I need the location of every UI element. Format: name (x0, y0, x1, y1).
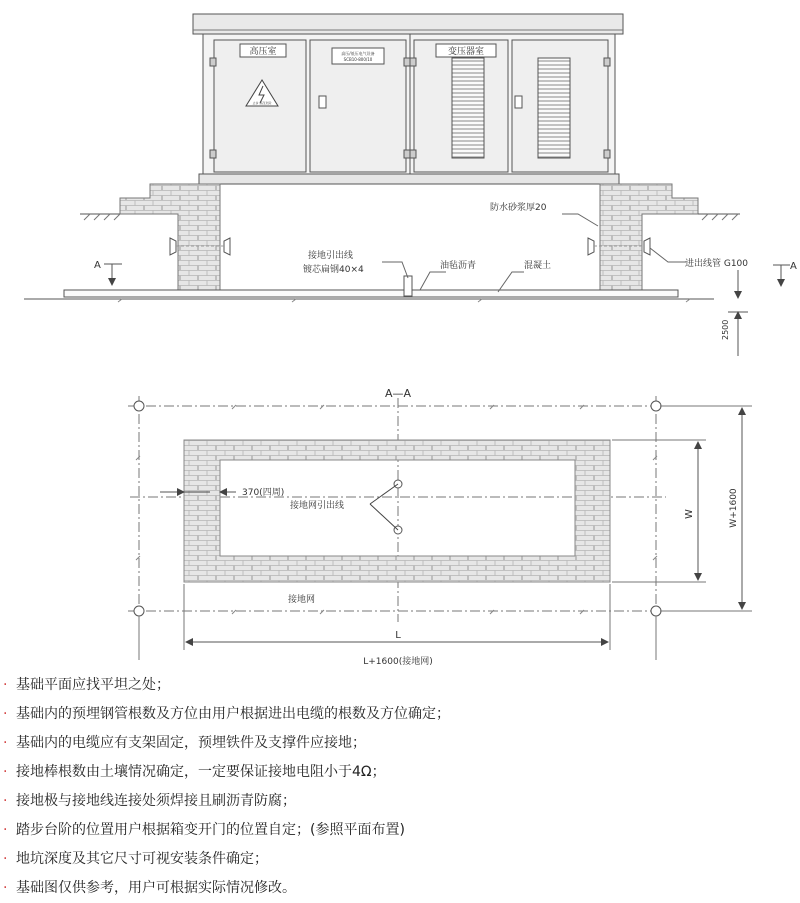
warning-sign-text: 止步 高压危险 (252, 101, 272, 105)
room-label-transformer: 变压器室 (447, 47, 485, 57)
foundation-left (120, 184, 220, 290)
door-handle (319, 96, 326, 108)
ground-grid-label: 接地网 (288, 595, 316, 605)
ground-rod (651, 606, 661, 616)
notes-list (0, 671, 800, 903)
louver-vent (538, 58, 570, 158)
callout-cable-conduit: 进出线管 G100 (685, 259, 749, 269)
plan-labels (242, 387, 739, 641)
callout-asphalt: 油毡沥青 (440, 261, 477, 271)
note-item: · 地坑深度及其它尺寸可视安装条件确定； (3, 851, 268, 867)
nameplate-line-1: 高压/低压电气设备 (341, 51, 375, 56)
dim-W-total: W+1600 (729, 488, 739, 528)
door-handle (515, 96, 522, 108)
dim-L-total: L+1600(接地网) (340, 656, 456, 668)
note-item: · 基础图仅供参考，用户可根据实际情况修改。 (3, 880, 296, 896)
foundation-wall-ring (184, 440, 610, 582)
section-mark-right: A (790, 261, 797, 272)
callout-concrete: 混凝土 (524, 261, 552, 271)
nameplate-line-2: SCB10-800/10 (343, 57, 373, 62)
ground-rod (651, 401, 661, 411)
ground-rod (134, 401, 144, 411)
concrete-slab (64, 290, 678, 297)
plan-view (128, 396, 752, 660)
ground-rod (134, 606, 144, 616)
cabinet-roof (193, 14, 623, 34)
plan-ground-lead: 接地网引出线 (290, 501, 345, 511)
note-item: · 基础内的预埋钢管根数及方位由用户根据进出电缆的根数及方位确定； (3, 706, 450, 722)
note-item: · 踏步台阶的位置用户根据箱变开门的位置自定；(参照平面布置) (3, 822, 405, 838)
note-item: · 接地极与接地线连接处须焊接且刷沥青防腐； (3, 793, 296, 809)
elevation-view (24, 14, 790, 356)
plan-title: A—A (384, 387, 412, 400)
note-item: · 接地棒根数由土壤情况确定，一定要保证接地电阻小于4Ω； (3, 764, 386, 780)
depth-dimension: 2500 (721, 319, 730, 340)
wall-note: 370(四周) (242, 488, 285, 498)
callout-ground-lead: 接地引出线 (308, 251, 354, 261)
callout-ground-steel: 镀芯扁钢40×4 (303, 265, 364, 275)
dim-L: L (395, 630, 401, 641)
foundation-right (600, 184, 698, 290)
dim-W: W (684, 509, 695, 519)
ground-lead-post (404, 276, 412, 296)
room-label-hv: 高压室 (249, 47, 277, 57)
note-item: · 基础内的电缆应有支架固定，预埋铁件及支撑件应接地； (3, 735, 366, 751)
note-item: · 基础平面应找平坦之处； (3, 677, 170, 693)
cabinet-base (199, 174, 619, 184)
callout-waterproof-mortar: 防水砂浆厚20 (490, 203, 547, 213)
section-mark-left: A (94, 260, 101, 271)
louver-vent (452, 58, 484, 158)
